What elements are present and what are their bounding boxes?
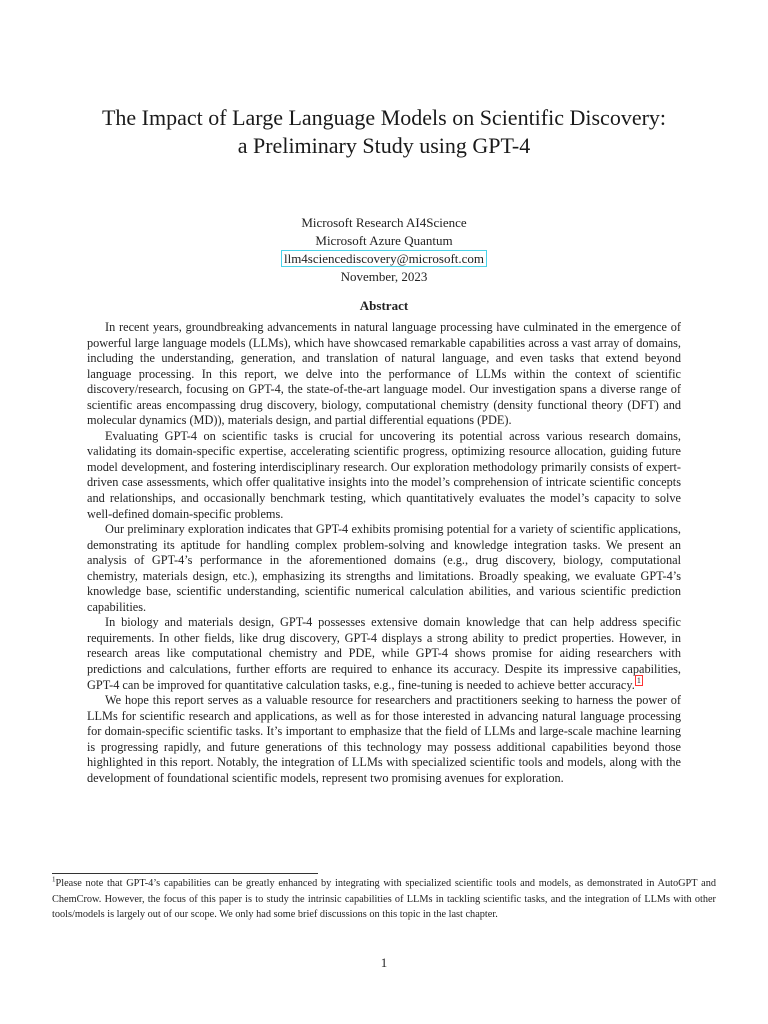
page-number: 1 — [380, 955, 388, 970]
abstract-paragraph-2: Evaluating GPT-4 on scientific tasks is crucial for uncovering its potential across various research domains, validating its domain-specific expertise, accelerating scientific progress, optimizing resource allocation, guiding future model development, and fostering interdisciplinary research. Our exploration methodology primarily consists of expert-driven case assessments, which offer qualitative insights into the model’s comprehension of intricate scientific concepts and relationships, and occasionally benchmark testing, which quantitatively evaluates the model’s capacity to solve well-defined domain-specific problems. — [87, 428, 681, 521]
footnote-text: Please note that GPT-4’s capabilities can be greatly enhanced by integrating with specialized scientific tools and models, as demonstrated in AutoGPT and ChemCrow. However, the focus of this paper is to study the intrinsic capabilities of LLMs in tackling scientific tasks, and the integration of LLMs with other tools/models is largely out of our scope. We only had some brief discussions on this topic in the last chapter. — [52, 878, 716, 920]
footnote-mark: 1 — [52, 875, 56, 884]
paper-title-line-1: The Impact of Large Language Models on Scientific Discovery: — [101, 105, 667, 130]
affiliation-research: Microsoft Research AI4Science — [301, 215, 467, 230]
author-block — [0, 214, 768, 286]
footnote-divider — [52, 873, 318, 874]
contact-email-link[interactable]: llm4sciencediscovery@microsoft.com — [281, 250, 487, 267]
paper-title-line-2: a Preliminary Study using GPT-4 — [237, 133, 531, 158]
footnote — [52, 876, 716, 923]
publication-date: November, 2023 — [340, 269, 428, 284]
affiliation-quantum: Microsoft Azure Quantum — [315, 233, 453, 248]
abstract-body — [87, 320, 681, 786]
footnote-reference-link[interactable]: 1 — [636, 676, 641, 686]
abstract-paragraph-3: Our preliminary exploration indicates that GPT-4 exhibits promising potential for a variety of scientific applications, demonstrating its aptitude for handling complex problem-solving and knowledge integration tasks. We present an analysis of GPT-4’s performance in the aforementioned domains (e.g., drug discovery, biology, computational chemistry, materials design, etc.), emphasizing its strengths and limitations. Broadly speaking, we evaluate GPT-4’s knowledge base, scientific understanding, scientific numerical calculation abilities, and various scientific prediction capabilities. — [87, 522, 681, 614]
abstract-paragraph-1: In recent years, groundbreaking advancements in natural language processing have culminated in the emergence of powerful large language models (LLMs), which have showcased remarkable capabilities across a vast array of domains, including the understanding, generation, and translation of natural language, and even tasks that extend beyond language processing. In this report, we delve into the performance of LLMs within the context of scientific discovery/research, focusing on GPT-4, the state-of-the-art language model. Our investigation spans a diverse range of scientific areas encompassing drug discovery, biology, computational chemistry (density functional theory (DFT) and molecular dynamics (MD)), materials design, and partial differential equations (PDE). — [87, 320, 681, 428]
abstract-paragraph-4 — [87, 615, 681, 693]
abstract-heading: Abstract — [359, 298, 409, 313]
abstract-paragraph-5: We hope this report serves as a valuable resource for researchers and practitioners seeking to harness the power of LLMs for scientific research and applications, as well as for those interested in advancing natural language processing for domain-specific scientific tasks. It’s important to emphasize that the field of LLMs and large-scale machine learning is progressing rapidly, and future generations of this technology may possess additional capabilities beyond those highlighted in this report. Notably, the integration of LLMs with specialized scientific tools and models, along with the development of foundational scientific models, represent two promising avenues for exploration. — [87, 693, 681, 785]
abstract-paragraph-4-text: In biology and materials design, GPT-4 possesses extensive domain knowledge that can help address specific requirements. In other fields, like drug discovery, GPT-4 displays a strong ability to predict properties. However, in research areas like computational chemistry and PDE, while GPT-4 shows promise for aiding researchers with predictions and calculations, further efforts are required to enhance its accuracy. Despite its impressive capabilities, GPT-4 can be improved for quantitative calculation tasks, e.g., fine-tuning is needed to achieve better accuracy. — [87, 615, 681, 692]
